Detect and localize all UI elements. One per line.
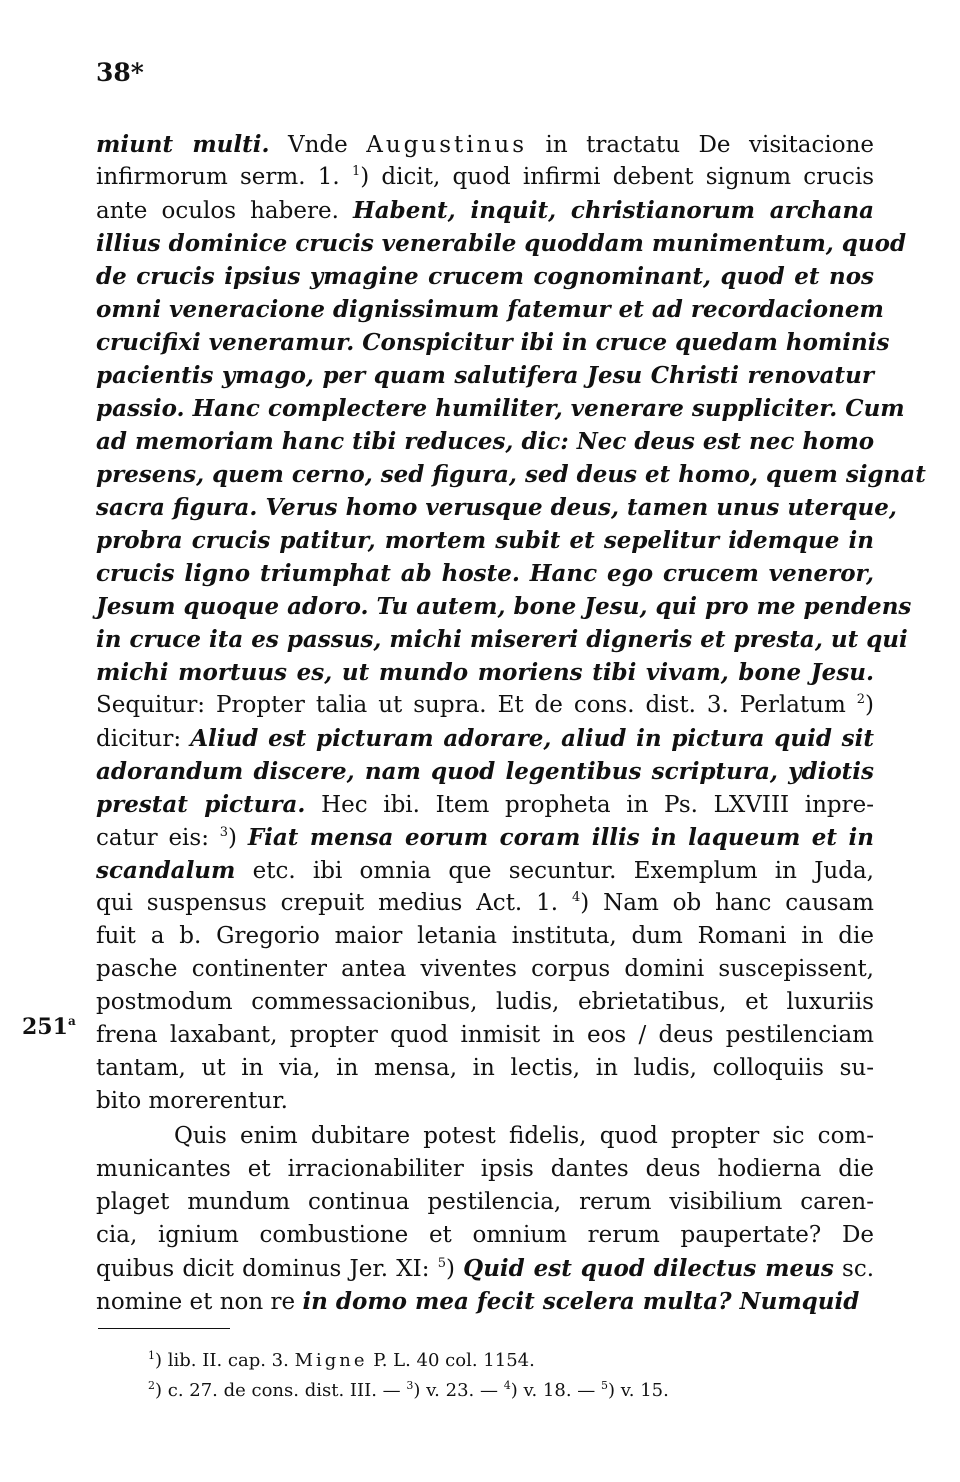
text-run: pasche continenter antea viventes corpus domini suscepissent, [96,956,874,982]
text-run: ) [228,825,248,851]
footnote-separator [98,1328,230,1329]
footnote-ref: 1 [351,164,361,179]
text-line [96,1120,874,1153]
text-run: dicitur: [96,726,191,752]
text-line [96,293,884,326]
text-run: nomine et non re [96,1289,303,1315]
text-run: omni veneracione dignissimum fatemur et ad recordacionem [96,296,884,323]
text-run: Habent, inquit, christianorum archana [352,197,874,224]
text-run: Sequitur: Propter talia ut supra. Et de cons. dist. 3. Perlatum [96,692,857,718]
text-line [96,1153,874,1186]
text-run: quibus dicit dominus Jer. XI: [96,1256,438,1282]
text-run: de crucis ipsius ymagine crucem cognominant, quod et nos [96,263,874,290]
folio-number: 251 [22,1014,68,1040]
text-run: Hec ibi. Item propheta in Ps. LXVIII inpre- [305,792,874,818]
text-run: ante oculos habere. [96,198,353,224]
text-line [96,1085,874,1118]
text-run: ad memoriam hanc tibi reduces, dic: Nec deus est nec homo [96,428,875,455]
text-run: ) dicit, quod infirmi debent signum crucis [360,164,875,190]
text-line [96,425,874,458]
text-line [96,656,874,689]
text-run: ) [865,692,874,718]
footnotes [148,1346,669,1406]
text-line [96,788,874,821]
second-paragraph [96,1120,874,1318]
text-run: crucis ligno triumphat ab hoste. Hanc ego crucem veneror, [96,560,874,587]
footnote-ref: 3 [406,1379,414,1392]
text-run: ) v. 23. — [413,1380,504,1401]
text-run: probra crucis patitur, mortem subit et sepelitur idemque in [96,527,874,554]
text-line [96,1052,874,1085]
text-run: bito morerentur. [96,1088,288,1114]
text-line [96,458,926,491]
text-line [96,920,874,953]
text-line [96,854,874,887]
text-line [96,128,874,161]
text-run: tantam, ut in via, in mensa, in lectis, in ludis, colloquiis su- [96,1055,874,1081]
text-line [96,161,874,194]
footnote-ref: 4 [503,1379,511,1392]
folio-suffix: a [67,1014,76,1028]
text-run: municantes et irracionabiliter ipsis dantes deus hodierna die [96,1156,874,1182]
text-run: Quis enim dubitare potest fidelis, quod propter sic com- [174,1123,874,1149]
text-run: infirmorum serm. 1. [96,164,352,190]
text-line [96,194,874,227]
text-run: ) lib. II. cap. 3. [155,1350,295,1371]
text-run: ) v. 18. — [510,1380,601,1401]
text-line [96,1219,874,1252]
text-line [96,557,874,590]
text-run: illius dominice crucis venerabile quoddam munimentum, quod [96,230,907,257]
text-line [96,590,912,623]
text-run: qui suspensus crepuit medius Act. 1. [96,890,572,916]
text-line [96,689,874,722]
text-run: Vnde [269,132,367,158]
text-line [96,326,890,359]
text-run: plaget mundum continua pestilencia, rerum visibilium caren- [96,1189,874,1215]
main-paragraph [96,128,926,1118]
text-line [96,722,874,755]
page-number: 38* [96,58,144,87]
text-line [96,755,874,788]
text-run: Migne [294,1350,368,1371]
text-run: etc. ibi omnia que secuntur. Exemplum in Juda, [235,858,874,884]
text-run: passio. Hanc complectere humiliter, venerare suppliciter. Cum [96,395,905,422]
footnote-ref: 3 [219,825,229,840]
text-run: in tractatu De visitacione [527,132,874,158]
text-line [96,524,874,557]
text-run: scandalum [96,857,236,884]
text-run: Jesum quoque adoro. Tu autem, bone Jesu, qui pro me pendens [96,593,912,620]
text-line [96,260,874,293]
text-run: presens, quem cerno, sed figura, sed deus et homo, quem signat [96,461,926,488]
text-run: pacientis ymago, per quam salutifera Jesu Christi renovatur [96,362,874,389]
text-line [96,1019,874,1052]
footnote-ref: 5 [601,1379,608,1392]
text-line [96,1285,874,1318]
margin-folio-note [22,1011,76,1044]
text-run: sacra figura. Verus homo verusque deus, tamen unus uterque, [96,494,897,521]
text-run: ) Nam ob hanc causam [580,890,874,916]
footnote-line [148,1376,669,1406]
text-run: sc. [833,1256,875,1282]
text-run: P. L. 40 col. 1154. [367,1350,535,1371]
text-line [96,986,874,1019]
text-line [96,953,874,986]
text-run: michi mortuus es, ut mundo moriens tibi vivam, bone Jesu. [96,659,874,686]
text-run: Augustinus [366,132,528,158]
text-line [96,1252,874,1285]
text-run: prestat pictura. [96,791,306,818]
text-run: ) v. 15. [608,1380,669,1401]
text-run: postmodum commessacionibus, ludis, ebrietatibus, et luxuriis [96,989,874,1015]
footnote-line [148,1346,669,1376]
footnote-ref: 5 [437,1256,446,1271]
text-line [96,821,874,854]
text-run: catur eis: [96,825,220,851]
text-line [96,491,897,524]
text-run: Quid est quod dilectus meus [463,1255,834,1282]
text-line [96,887,874,920]
text-run: ) c. 27. de cons. dist. III. — [155,1380,407,1401]
text-run: frena laxabant, propter quod inmisit in eos / deus pestilenciam [96,1022,874,1048]
footnote-ref: 1 [148,1349,155,1362]
text-line [96,227,907,260]
text-run: crucifixi veneramur. Conspicitur ibi in cruce quedam hominis [96,329,890,356]
footnote-ref: 2 [148,1379,155,1392]
text-run: cia, ignium combustione et omnium rerum paupertate? De [96,1222,874,1248]
text-run: ) [445,1256,464,1282]
text-run: in cruce ita es passus, michi misereri digneris et presta, ut qui [96,626,908,653]
footnote-ref: 4 [571,890,581,905]
text-line [96,359,874,392]
text-run: adorandum discere, nam quod legentibus scriptura, ydiotis [96,758,874,785]
text-line [96,623,908,656]
text-run: Fiat mensa eorum coram illis in laqueum et in [247,824,874,851]
footnote-ref: 2 [856,692,866,707]
text-run: fuit a b. Gregorio maior letania instituta, dum Romani in die [96,923,874,949]
text-line [96,1186,874,1219]
text-run: in domo mea fecit scelera multa? Numquid [302,1288,860,1315]
text-line [96,392,905,425]
text-run: miunt multi. [96,131,270,158]
text-run: Aliud est picturam adorare, aliud in pictura quid sit [190,725,874,752]
